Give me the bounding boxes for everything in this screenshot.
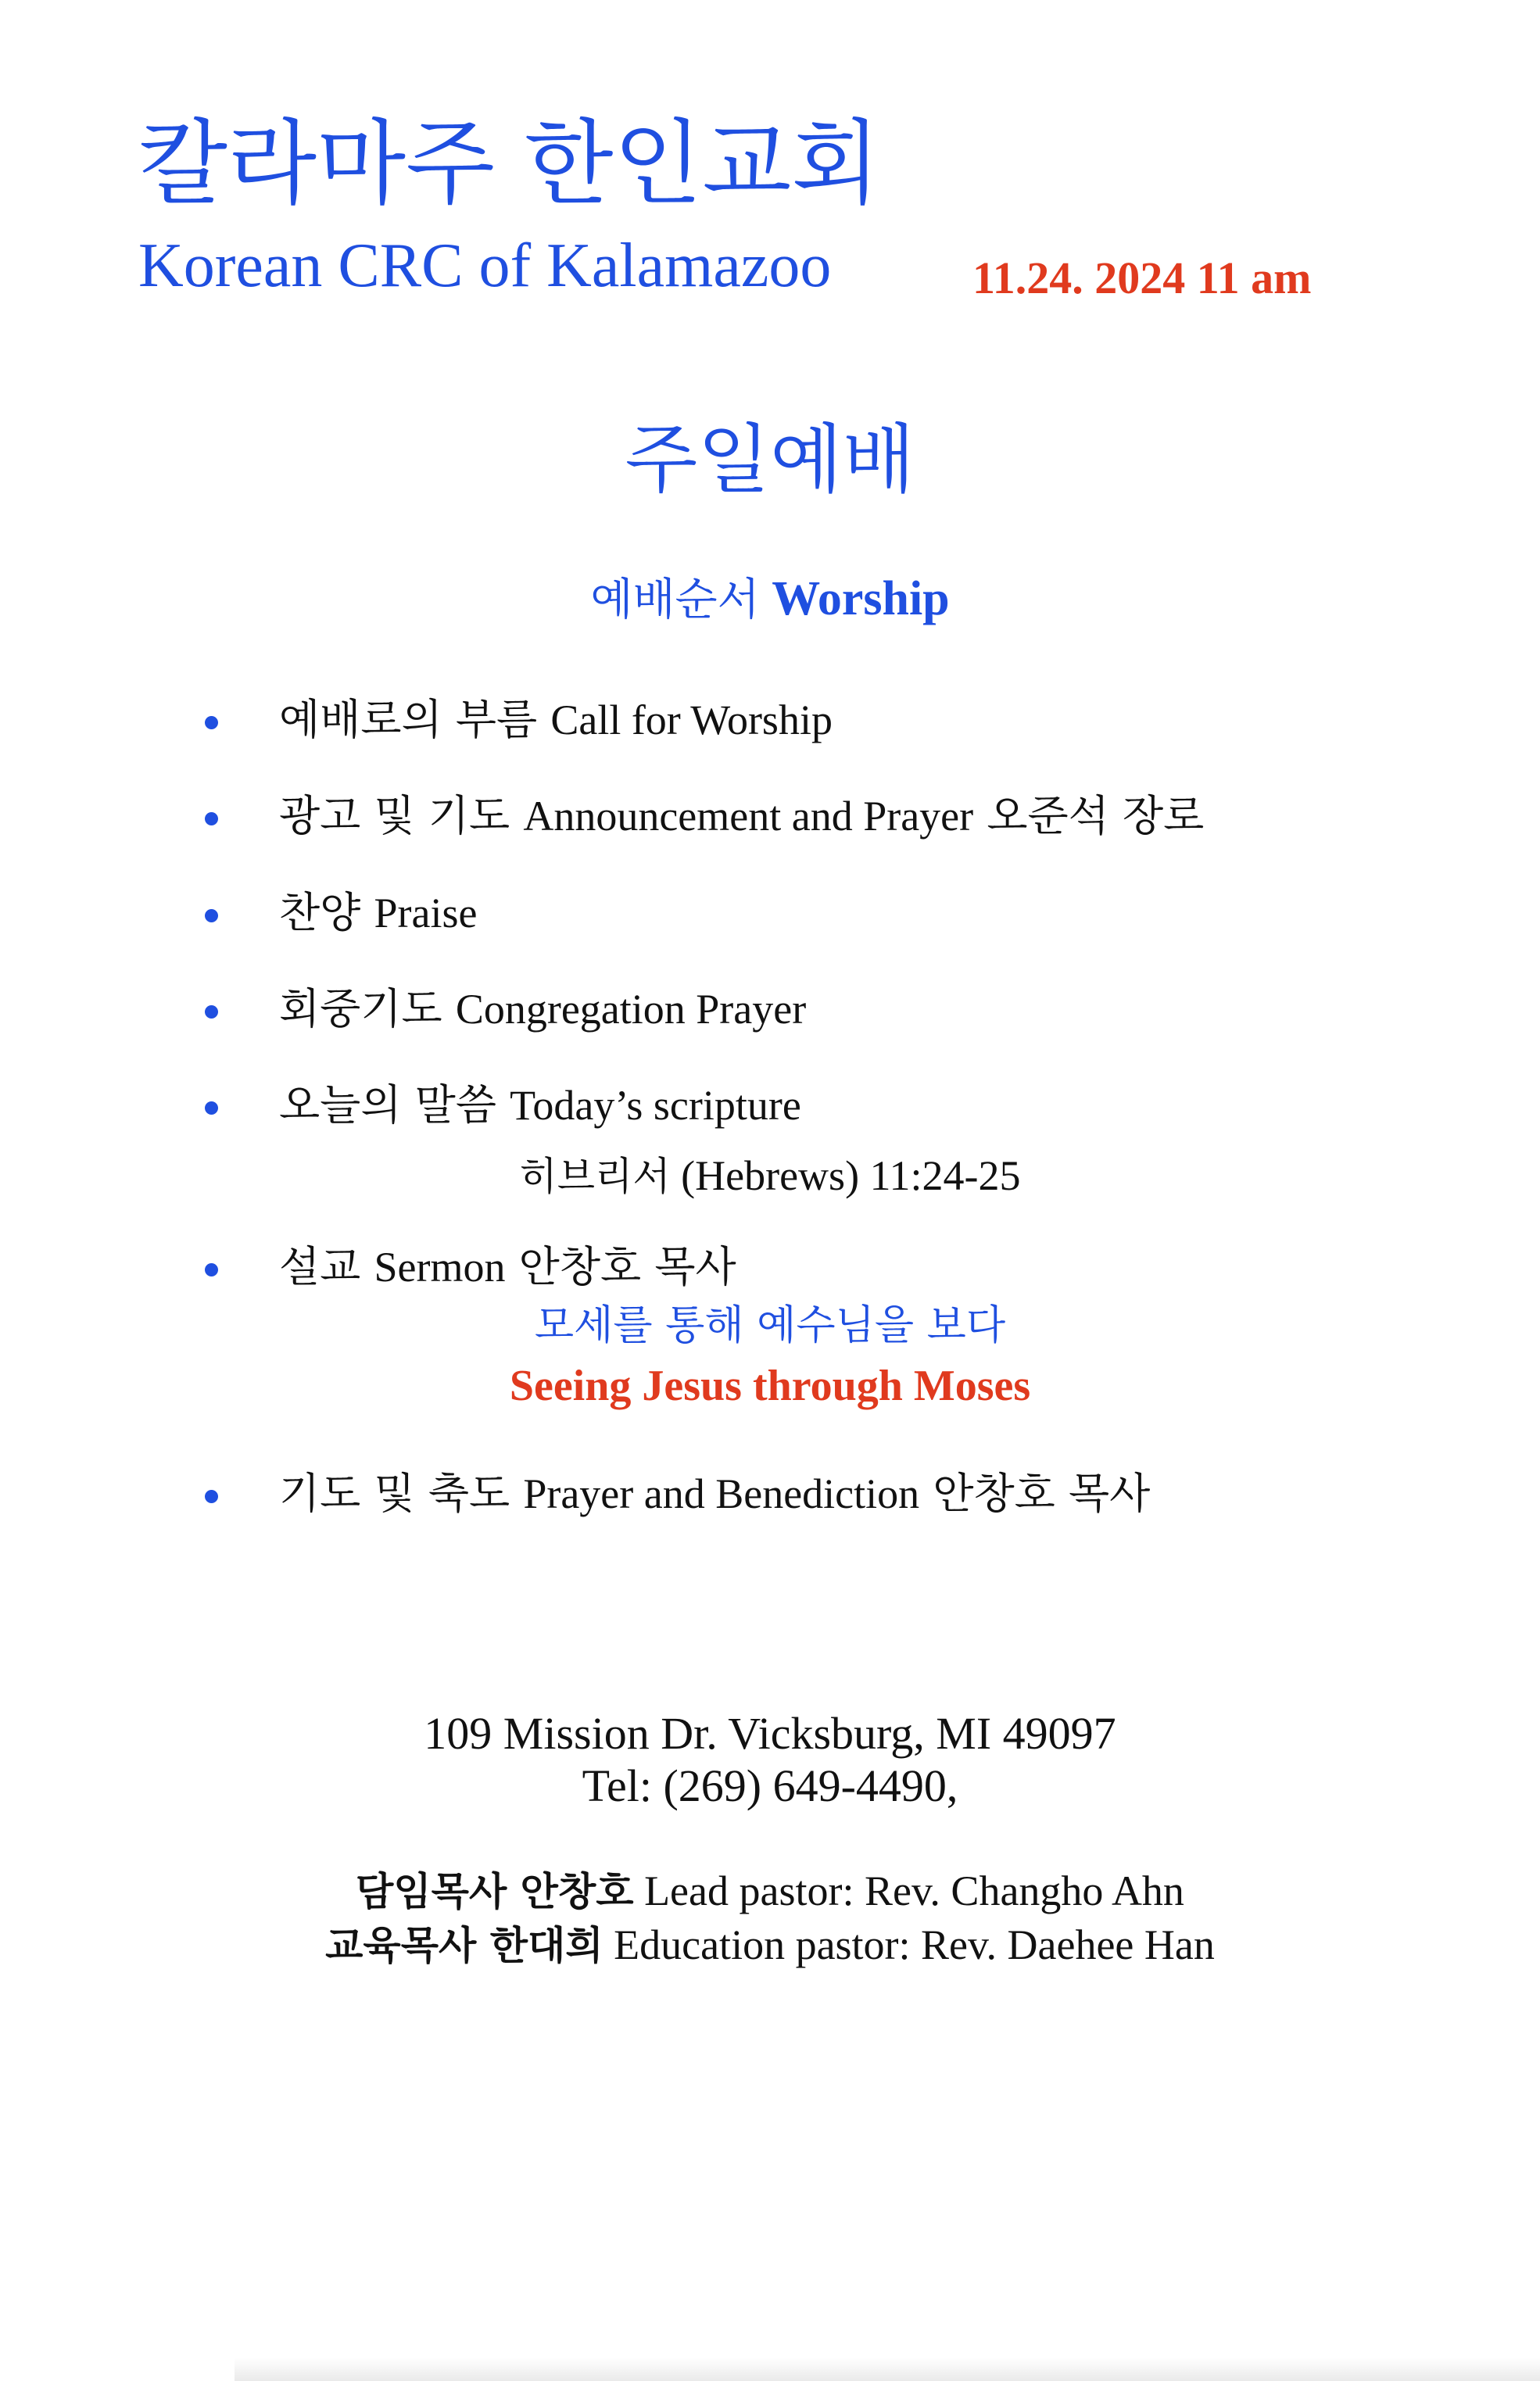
bullet-icon	[205, 812, 218, 825]
bullet-icon	[205, 1490, 218, 1503]
item-korean: 회중기도	[279, 984, 442, 1033]
lead-pastor-korean: 담임목사 안창호	[356, 1869, 634, 1914]
church-name-english: Korean CRC of Kalamazoo	[138, 231, 832, 300]
item-english: Prayer and Benediction	[523, 1470, 920, 1517]
item-english: Congregation Prayer	[455, 986, 807, 1033]
item-english: Today’s scripture	[510, 1082, 801, 1129]
bullet-icon	[205, 1101, 218, 1115]
education-pastor	[0, 1920, 1540, 1971]
page-bottom-shadow	[235, 2358, 1540, 2381]
bullet-icon	[205, 1005, 218, 1019]
item-leader: 안창호 목사	[933, 1469, 1151, 1518]
service-date: 11.24. 2024 11 am	[972, 252, 1312, 303]
scripture-korean: 히브리서	[519, 1154, 671, 1199]
education-pastor-english: Education pastor: Rev. Daehee Han	[614, 1921, 1215, 1968]
order-of-worship-title	[0, 572, 1540, 625]
church-name-korean: 칼라마주 한인교회	[138, 109, 881, 217]
item-korean: 광고 및 기도	[279, 791, 510, 840]
bullet-icon	[205, 909, 218, 922]
bullet-icon	[205, 1263, 218, 1276]
church-phone: Tel: (269) 649-4490,	[582, 1760, 958, 1811]
order-title-english: Worship	[772, 572, 950, 625]
item-korean: 설교	[279, 1242, 361, 1291]
item-korean: 기도 및 축도	[279, 1469, 510, 1518]
item-korean: 오늘의 말씀	[279, 1080, 496, 1130]
item-leader: 안창호 목사	[518, 1242, 736, 1291]
item-korean: 찬양	[279, 888, 361, 937]
item-english: Call for Worship	[550, 696, 833, 743]
lead-pastor	[0, 1866, 1540, 1917]
item-leader: 오준석 장로	[987, 791, 1205, 840]
scripture-english: (Hebrews) 11:24-25	[681, 1152, 1021, 1199]
scripture-reference	[0, 1145, 1540, 1201]
item-korean: 예배로의 부름	[279, 695, 538, 744]
lead-pastor-english: Lead pastor: Rev. Changho Ahn	[644, 1867, 1184, 1914]
item-english: Praise	[374, 890, 478, 936]
service-heading: 주일예배	[625, 416, 915, 503]
order-title-korean: 예배순서	[590, 575, 760, 625]
item-english: Sermon	[374, 1244, 506, 1291]
item-english: Announcement and Prayer	[523, 793, 974, 840]
church-address: 109 Mission Dr. Vicksburg, MI 49097	[424, 1708, 1116, 1759]
bullet-icon	[205, 716, 218, 729]
sermon-title-english: Seeing Jesus through Moses	[509, 1362, 1031, 1410]
education-pastor-korean: 교육목사 한대희	[325, 1923, 603, 1968]
sermon-title-korean: 모세를 통해 예수님을 보다	[534, 1302, 1006, 1349]
